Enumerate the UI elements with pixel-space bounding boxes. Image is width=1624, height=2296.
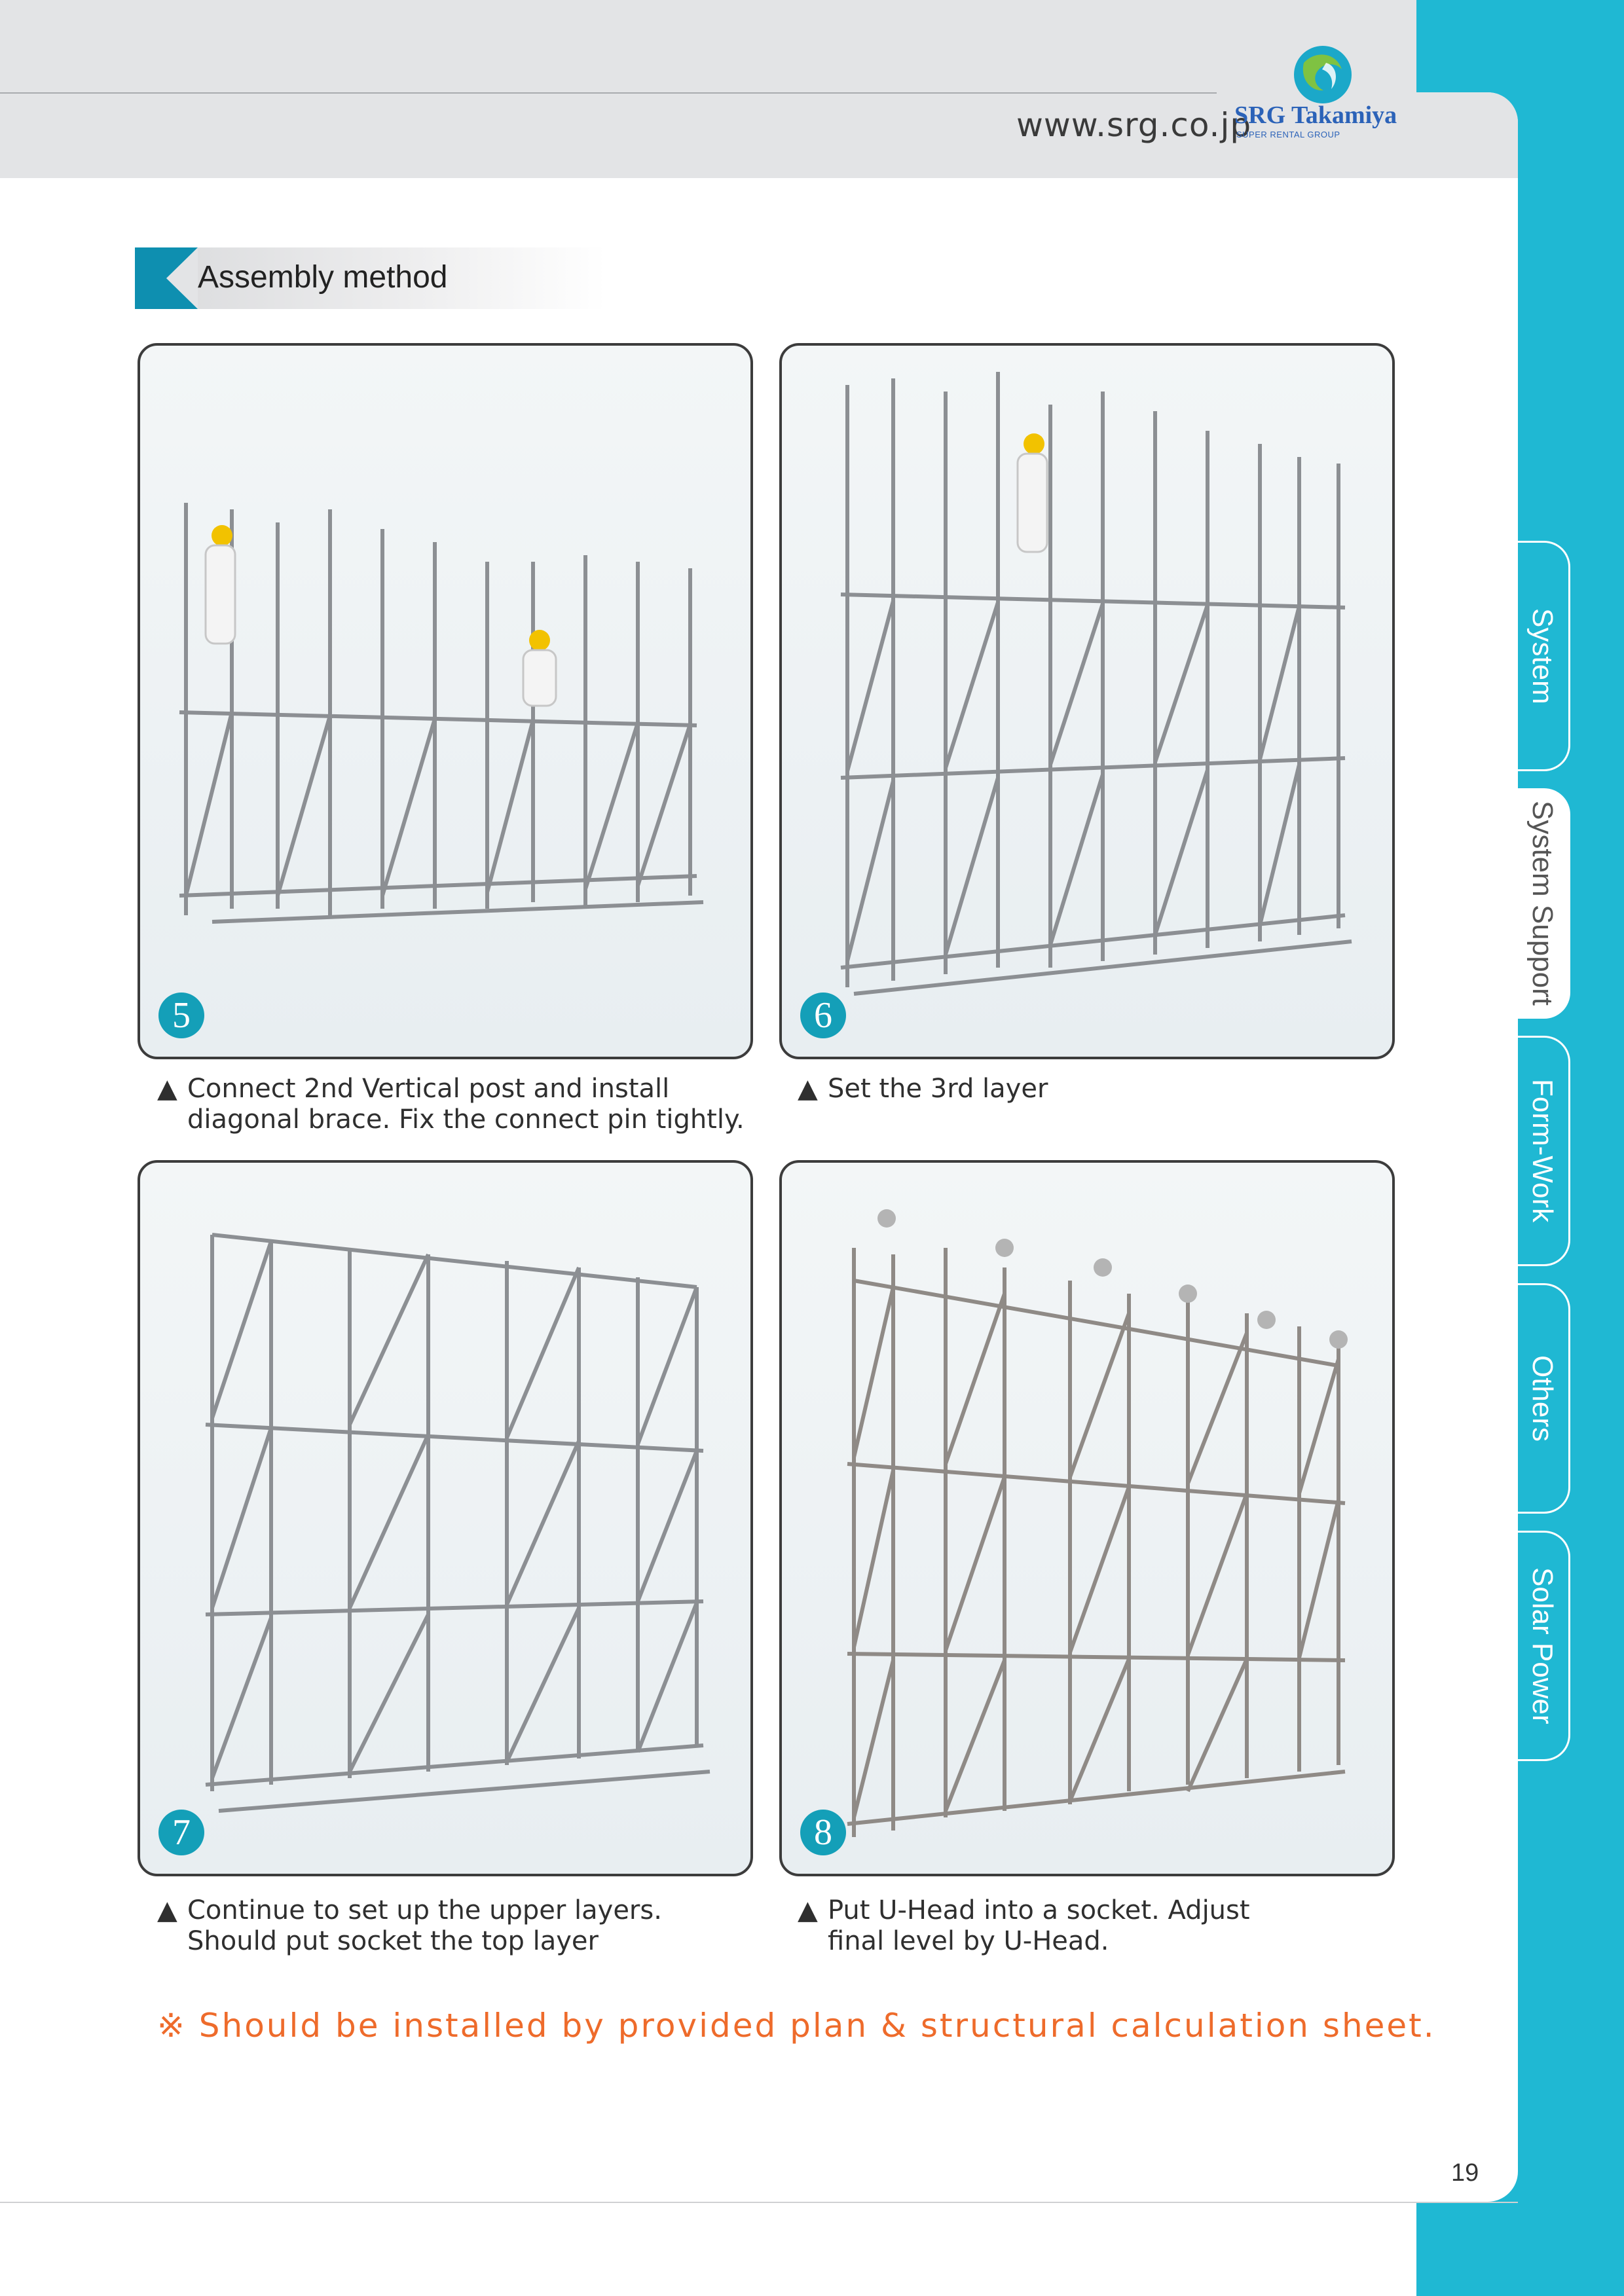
step-7-photo xyxy=(138,1160,753,1876)
worker-figure xyxy=(523,630,556,706)
header-band-corner xyxy=(1416,92,1518,178)
caption-text: Set the 3rd layer xyxy=(828,1074,1048,1104)
tab-label: Form-Work xyxy=(1526,1079,1559,1223)
tab-system-support[interactable] xyxy=(1518,788,1570,1019)
triangle-marker-icon: ▲ xyxy=(157,1895,177,1925)
worker-figure xyxy=(1018,433,1047,552)
tab-solar-power[interactable] xyxy=(1518,1531,1570,1761)
step-5-caption xyxy=(157,1074,773,1139)
step-8-photo xyxy=(779,1160,1395,1876)
step-number-badge: 6 xyxy=(800,993,846,1038)
footer-rule xyxy=(0,2202,1518,2203)
step-number-badge: 7 xyxy=(158,1810,204,1855)
caption-text: Put U-Head into a socket. Adjust final level by U-Head. xyxy=(828,1895,1250,1956)
tab-form-work[interactable] xyxy=(1518,1036,1570,1266)
step-number-badge: 8 xyxy=(800,1810,846,1855)
section-heading xyxy=(135,247,606,309)
step-7-caption xyxy=(157,1895,773,1961)
logo-globe-icon xyxy=(1291,43,1355,106)
company-logo xyxy=(1234,41,1405,139)
tab-label: Solar Power xyxy=(1526,1567,1559,1724)
triangle-marker-icon: ▲ xyxy=(798,1074,818,1104)
header-rule xyxy=(0,92,1217,94)
scaffold-illustration xyxy=(140,1163,750,1874)
installation-note: ※ Should be installed by provided plan & structural calculation sheet. xyxy=(157,2007,1436,2045)
tab-others[interactable] xyxy=(1518,1283,1570,1514)
step-8-caption xyxy=(798,1895,1387,1961)
triangle-marker-icon: ▲ xyxy=(157,1074,177,1104)
website-url[interactable]: www.srg.co.jp xyxy=(1016,106,1252,144)
logo-wordmark: SRG Takamiya xyxy=(1234,101,1397,129)
scaffold-illustration xyxy=(782,346,1392,1057)
page-number: 19 xyxy=(1451,2159,1479,2187)
section-title: Assembly method xyxy=(198,260,448,295)
step-6-photo xyxy=(779,343,1395,1059)
step-6-caption xyxy=(798,1074,1387,1113)
tab-label: System scaffold(q-h) xyxy=(1474,576,1559,736)
tab-label: Others xyxy=(1526,1355,1559,1442)
section-flag-icon xyxy=(135,247,198,309)
caption-text: Connect 2nd Vertical post and install diagonal brace. Fix the connect pin tightly. xyxy=(187,1074,745,1135)
tab-system-scaffold[interactable] xyxy=(1474,541,1570,771)
step-5-photo xyxy=(138,343,753,1059)
logo-tagline: SUPER RENTAL GROUP xyxy=(1236,130,1340,139)
triangle-marker-icon: ▲ xyxy=(798,1895,818,1925)
scaffold-illustration xyxy=(782,1163,1392,1874)
caption-text: Continue to set up the upper layers. Should put socket the top layer xyxy=(187,1895,662,1956)
step-number-badge: 5 xyxy=(158,993,204,1038)
scaffold-illustration xyxy=(140,346,750,1057)
tab-label: System Support xyxy=(1526,801,1559,1006)
